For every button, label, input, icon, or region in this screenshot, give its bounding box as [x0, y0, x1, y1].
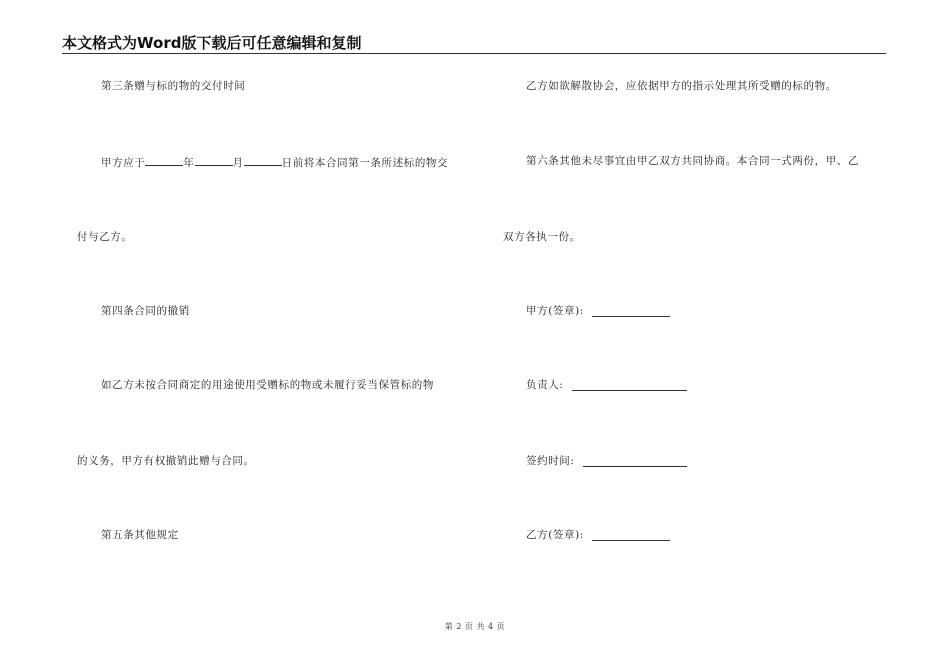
signature-date-field[interactable]	[583, 466, 687, 467]
right-paragraph-dissolution: 乙方如欲解散协会，应依据甲方的指示处理其所受赠的标的物。	[526, 80, 837, 92]
signature-responsible-label: 负责人:	[526, 379, 564, 391]
article-5-title: 第五条其他规定	[101, 529, 179, 541]
article-4-paragraph-line-2: 的义务，甲方有权撤销此赠与合同。	[77, 455, 255, 467]
article-6-paragraph-line-1: 第六条其他未尽事宜由甲乙双方共同协商。本合同一式两份，甲、乙	[526, 155, 859, 167]
page-header-title: 本文格式为Word版下载后可任意编辑和复制	[62, 34, 362, 52]
article-3-paragraph-line-2: 付与乙方。	[77, 231, 133, 243]
article-4-paragraph-line-1: 如乙方未按合同商定的用途使用受赠标的物或未履行妥当保管标的物	[101, 379, 434, 391]
page-number-footer: 第 2 页 共 4 页	[444, 622, 506, 631]
text-segment: 日前将本合同第一条所述标的物交	[281, 157, 449, 169]
text-segment: 甲方应于	[101, 157, 146, 169]
text-segment: 月	[232, 157, 244, 169]
signature-party-b-label: 乙方(签章):	[526, 529, 584, 541]
header-divider	[62, 53, 886, 54]
article-3-paragraph-line-1	[101, 154, 448, 170]
signature-party-a-label: 甲方(签章):	[526, 305, 584, 317]
blank-month-field[interactable]	[195, 154, 233, 166]
article-4-title: 第四条合同的撤销	[101, 305, 190, 317]
blank-day-field[interactable]	[244, 154, 282, 166]
text-segment: 年	[183, 157, 195, 169]
article-6-paragraph-line-2: 双方各执一份。	[503, 231, 581, 243]
signature-party-b-field[interactable]	[592, 540, 670, 541]
signature-responsible-field[interactable]	[572, 390, 687, 391]
signature-date-label: 签约时间:	[526, 455, 575, 467]
signature-party-a-field[interactable]	[592, 316, 670, 317]
article-3-title: 第三条赠与标的物的交付时间	[101, 80, 246, 92]
blank-year-field[interactable]	[145, 154, 183, 166]
